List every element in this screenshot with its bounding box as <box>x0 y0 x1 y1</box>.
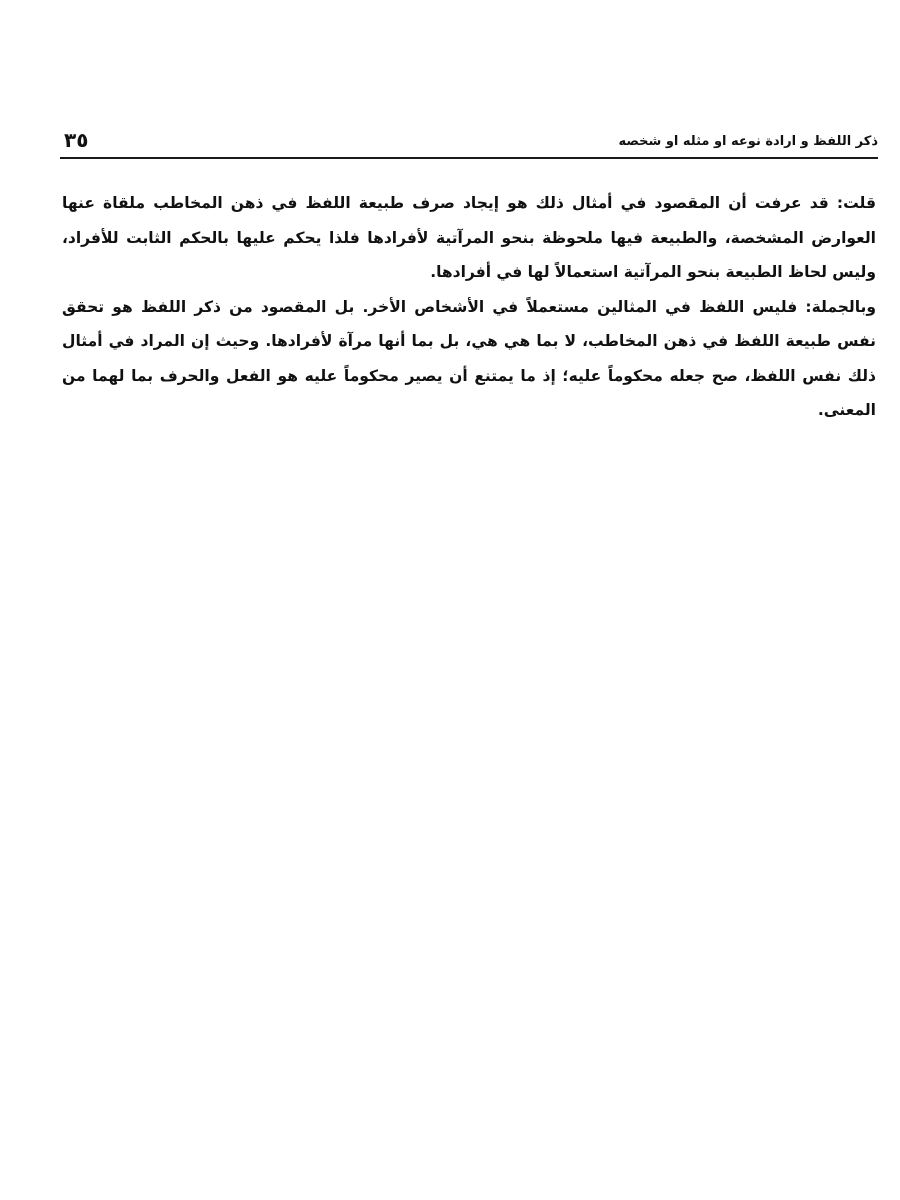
paragraph-1-text: قد عرفت أن المقصود في أمثال ذلك هو إيجاد صرف طبيعة اللفظ في ذهن المخاطب ملقاة عنها العوارض المشخصة، والطبيعة فيها ملحوظة بنحو المرآتية لأفرادها فلذا يحكم عليها بالحكم الثابت للأفراد، وليس لحاظ الطبيعة بنحو المرآتية استعمالاً لها في أفرادها. <box>62 194 876 281</box>
paragraph-2-lead: وبالجملة: <box>805 297 876 316</box>
paragraph-2 <box>62 290 876 428</box>
page-number: ٣٥ <box>64 128 89 152</box>
paragraph-1-lead: قلت: <box>836 194 876 212</box>
running-header <box>60 128 878 156</box>
header-divider <box>60 157 878 159</box>
paragraph-1 <box>62 186 876 290</box>
running-header-title: ذكر اللفظ و ارادة نوعه او مثله او شخصه <box>618 134 878 149</box>
paragraph-2-text: فليس اللفظ في المثالين مستعملاً في الأشخاص الأخر. بل المقصود من ذكر اللفظ هو تحقق نفس طبيعة اللفظ في ذهن المخاطب، لا بما هي هي، بل بما أنها مرآة لأفرادها. وحيث إن المراد في أمثال ذلك نفس اللفظ، صح جعله محكوماً عليه؛ إذ ما يمتنع أن يصير محكوماً عليه هو الفعل والحرف بما لهما من المعنى. <box>62 297 876 419</box>
body-text <box>62 186 876 428</box>
